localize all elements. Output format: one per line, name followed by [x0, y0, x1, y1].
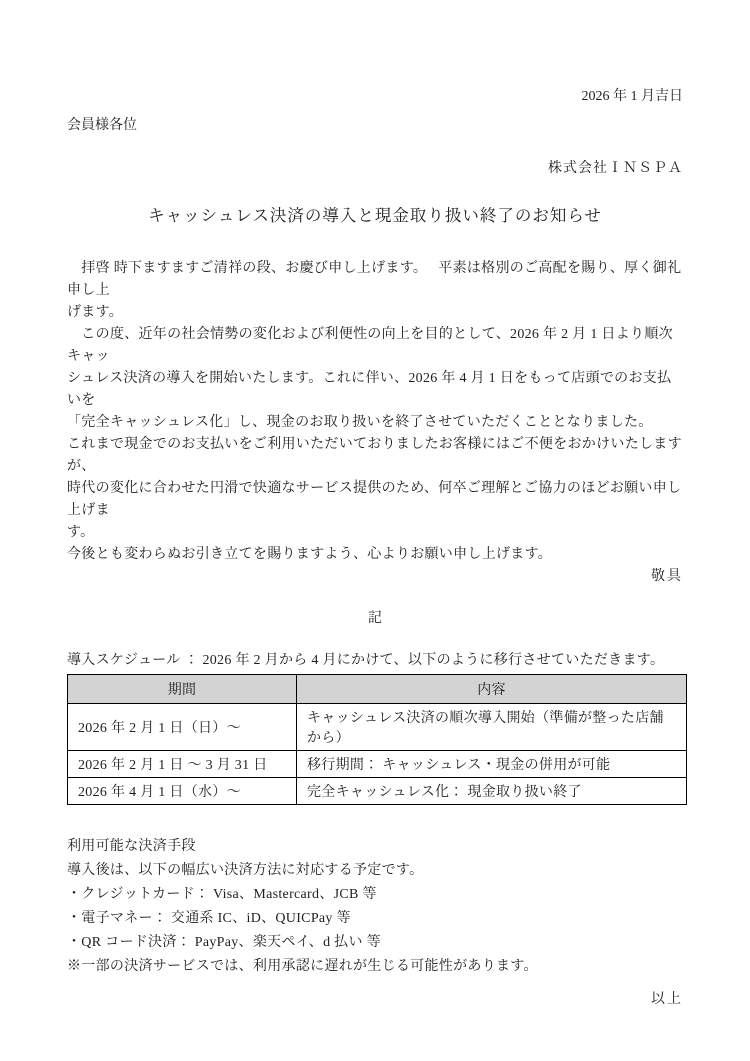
body-line: 時代の変化に合わせた円滑で快適なサービス提供のため、何卒ご理解とご協力のほどお願い申し上げま [67, 481, 682, 518]
table-header-row [68, 675, 687, 704]
table-header-period: 期間 [68, 675, 297, 704]
payment-intro: 導入後は、以下の幅広い決済方法に対応する予定です。 [67, 863, 424, 878]
payment-heading: 利用可能な決済手段 [67, 839, 196, 854]
table-cell-content: 移行期間： キャッシュレス・現金の併用が可能 [297, 751, 687, 778]
body-line: この度、近年の社会情勢の変化および利便性の向上を目的として、2026 年 2 月 1 日より順次キャッ [67, 327, 673, 364]
table-cell-content: 完全キャッシュレス化： 現金取り扱い終了 [297, 778, 687, 805]
payment-section [67, 835, 683, 979]
body-line: 拝啓 時下ますますご清祥の段、お慶び申し上げます。 平素は格別のご高配を賜り、厚く御礼申し上 [67, 261, 682, 298]
body-line: 「完全キャッシュレス化」し、現金のお取り扱いを終了させていただくこととなりました。 [67, 415, 653, 430]
payment-item: ・クレジットカード： Visa、Mastercard、JCB 等 [67, 887, 377, 902]
closing-word: 敬具 [651, 569, 683, 584]
table-cell-period: 2026 年 2 月 1 日 ～ 3 月 31 日 [68, 751, 297, 778]
table-row [68, 778, 687, 805]
payment-note: ※一部の決済サービスでは、利用承認に遅れが生じる可能性があります。 [67, 959, 538, 974]
table-cell-period: 2026 年 4 月 1 日（水）～ [68, 778, 297, 805]
schedule-intro: 導入スケジュール ： 2026 年 2 月から 4 月にかけて、以下のように移行させていただきます。 [67, 653, 665, 668]
recipient-line: 会員様各位 [67, 118, 137, 133]
table-row [68, 751, 687, 778]
body-line: シュレス決済の導入を開始いたします。これに伴い、2026 年 4 月 1 日をもって店頭でのお支払いを [67, 371, 672, 408]
table-cell-content: キャッシュレス決済の順次導入開始（準備が整った店舗から） [297, 704, 687, 751]
body-line: す。 [67, 525, 95, 540]
date-line: 2026 年 1 月吉日 [581, 89, 683, 104]
body-line: 今後とも変わらぬお引き立てを賜りますよう、心よりお願い申し上げます。 [67, 547, 553, 562]
sender-line: 株式会社ＩＮＳＰＡ [548, 161, 683, 176]
body-line: これまで現金でのお支払いをご利用いただいておりましたお客様にはご不便をおかけいたしますが、 [67, 437, 682, 474]
payment-item: ・QR コード決済： PayPay、楽天ペイ、d 払い 等 [67, 935, 381, 950]
record-marker: 記 [368, 611, 382, 626]
end-marker: 以上 [651, 992, 683, 1007]
table-cell-period: 2026 年 2 月 1 日（日）～ [68, 704, 297, 751]
schedule-table [67, 674, 687, 805]
document-title: キャッシュレス決済の導入と現金取り扱い終了のお知らせ [148, 206, 602, 225]
payment-item: ・電子マネー： 交通系 IC、iD、QUICPay 等 [67, 911, 351, 926]
table-row [68, 704, 687, 751]
body-line: げます。 [67, 305, 124, 320]
table-header-content: 内容 [297, 675, 687, 704]
letter-body [67, 258, 683, 566]
